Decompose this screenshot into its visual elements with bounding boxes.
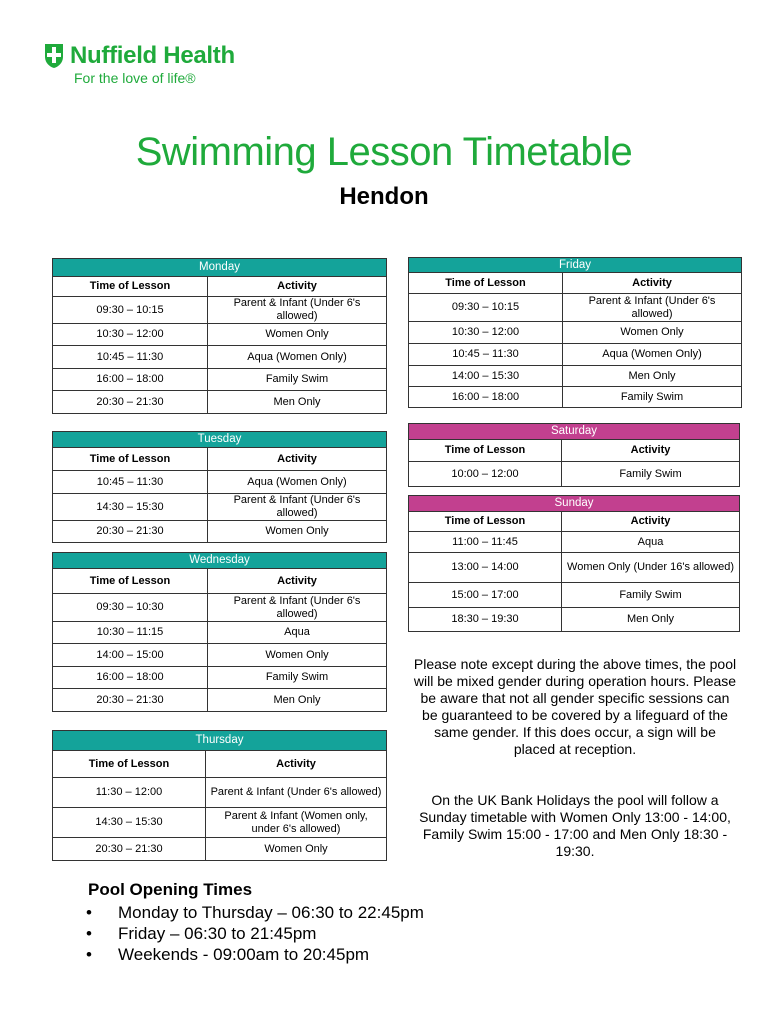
table-row: 18:30 – 19:30 Men Only: [409, 608, 740, 632]
activity-col-header: Activity: [563, 273, 742, 294]
table-row: 14:30 – 15:30 Parent & Infant (Under 6's allowed): [53, 494, 387, 521]
table-row: 11:30 – 12:00 Parent & Infant (Under 6's allowed): [53, 778, 387, 808]
table-row: 10:00 – 12:00 Family Swim: [409, 462, 740, 487]
bullet-icon: •: [86, 945, 92, 964]
time-col-header: Time of Lesson: [53, 277, 208, 297]
table-row: 20:30 – 21:30 Women Only: [53, 838, 387, 861]
table-row: 10:30 – 12:00 Women Only: [409, 322, 742, 344]
list-item: • Friday – 06:30 to 21:45pm: [86, 924, 317, 943]
time-col-header: Time of Lesson: [53, 569, 208, 594]
table-row: 16:00 – 18:00 Family Swim: [53, 369, 387, 391]
table-row: 14:00 – 15:00 Women Only: [53, 644, 387, 667]
bullet-icon: •: [86, 924, 92, 943]
opening-times-title: Pool Opening Times: [88, 880, 253, 899]
opening-times-list: [86, 902, 424, 965]
table-row: 15:00 – 17:00 Family Swim: [409, 583, 740, 608]
activity-col-header: Activity: [208, 448, 387, 471]
pool-opening-times: [88, 880, 426, 965]
table-row: 09:30 – 10:15 Parent & Infant (Under 6's allowed): [409, 294, 742, 322]
table-row: 20:30 – 21:30 Men Only: [53, 689, 387, 712]
time-col-header: Time of Lesson: [53, 448, 208, 471]
tuesday-table: [52, 431, 387, 543]
friday-header: Friday: [409, 258, 742, 273]
friday-table: [408, 257, 742, 408]
bullet-icon: •: [86, 903, 92, 922]
table-row: 16:00 – 18:00 Family Swim: [409, 387, 742, 408]
time-col-header: Time of Lesson: [53, 751, 206, 778]
table-row: 10:45 – 11:30 Aqua (Women Only): [53, 346, 387, 369]
table-row: 09:30 – 10:30 Parent & Infant (Under 6's allowed): [53, 594, 387, 622]
table-row: 20:30 – 21:30 Women Only: [53, 521, 387, 543]
activity-col-header: Activity: [562, 512, 740, 532]
time-col-header: Time of Lesson: [409, 273, 563, 294]
monday-table: [52, 258, 387, 414]
activity-col-header: Activity: [208, 569, 387, 594]
table-row: 09:30 – 10:15 Parent & Infant (Under 6's allowed): [53, 297, 387, 324]
nuffield-shield-icon: [44, 43, 64, 69]
table-row: 13:00 – 14:00 Women Only (Under 16's allowed): [409, 553, 740, 583]
table-row: 11:00 – 11:45 Aqua: [409, 532, 740, 553]
thursday-header: Thursday: [53, 731, 387, 751]
table-row: 14:30 – 15:30 Parent & Infant (Women only, under 6's allowed): [53, 808, 387, 838]
table-row: 10:45 – 11:30 Aqua (Women Only): [409, 344, 742, 366]
activity-col-header: Activity: [206, 751, 387, 778]
bank-holiday-note: On the UK Bank Holidays the pool will follow a Sunday timetable with Women Only 13:00 - 14:00, Family Swim 15:00 - 17:00 and Men Only 18:30 - 19:30.: [419, 792, 731, 859]
time-col-header: Time of Lesson: [409, 512, 562, 532]
monday-header: Monday: [53, 259, 387, 277]
list-item: • Weekends - 09:00am to 20:45pm: [86, 945, 370, 964]
sunday-header: Sunday: [409, 496, 740, 512]
activity-col-header: Activity: [562, 440, 740, 462]
gender-note: Please note except during the above times, the pool will be mixed gender during operation hours. Please be aware that not all gender specific sessions can be guaranteed to be covered by a lifeguard of the same gender. If this does occur, a sign will be placed at reception.: [413, 656, 737, 757]
list-item: • Monday to Thursday – 06:30 to 22:45pm: [86, 903, 424, 922]
table-row: 20:30 – 21:30 Men Only: [53, 391, 387, 414]
activity-col-header: Activity: [208, 277, 387, 297]
table-row: 10:45 – 11:30 Aqua (Women Only): [53, 471, 387, 494]
sunday-table: [408, 495, 740, 632]
table-row: 14:00 – 15:30 Men Only: [409, 366, 742, 387]
saturday-header: Saturday: [409, 424, 740, 440]
page-title: Swimming Lesson Timetable: [135, 130, 633, 174]
table-row: 10:30 – 11:15 Aqua: [53, 622, 387, 644]
time-col-header: Time of Lesson: [409, 440, 562, 462]
brand-logo: [44, 42, 235, 86]
location-title: Hendon: [339, 183, 429, 210]
tuesday-header: Tuesday: [53, 432, 387, 448]
table-row: 10:30 – 12:00 Women Only: [53, 324, 387, 346]
wednesday-header: Wednesday: [53, 553, 387, 569]
table-row: 16:00 – 18:00 Family Swim: [53, 667, 387, 689]
brand-tagline: For the love of life®: [74, 70, 196, 86]
thursday-table: [52, 730, 387, 861]
wednesday-table: [52, 552, 387, 712]
saturday-table: [408, 423, 740, 487]
brand-name: Nuffield Health: [70, 42, 235, 69]
